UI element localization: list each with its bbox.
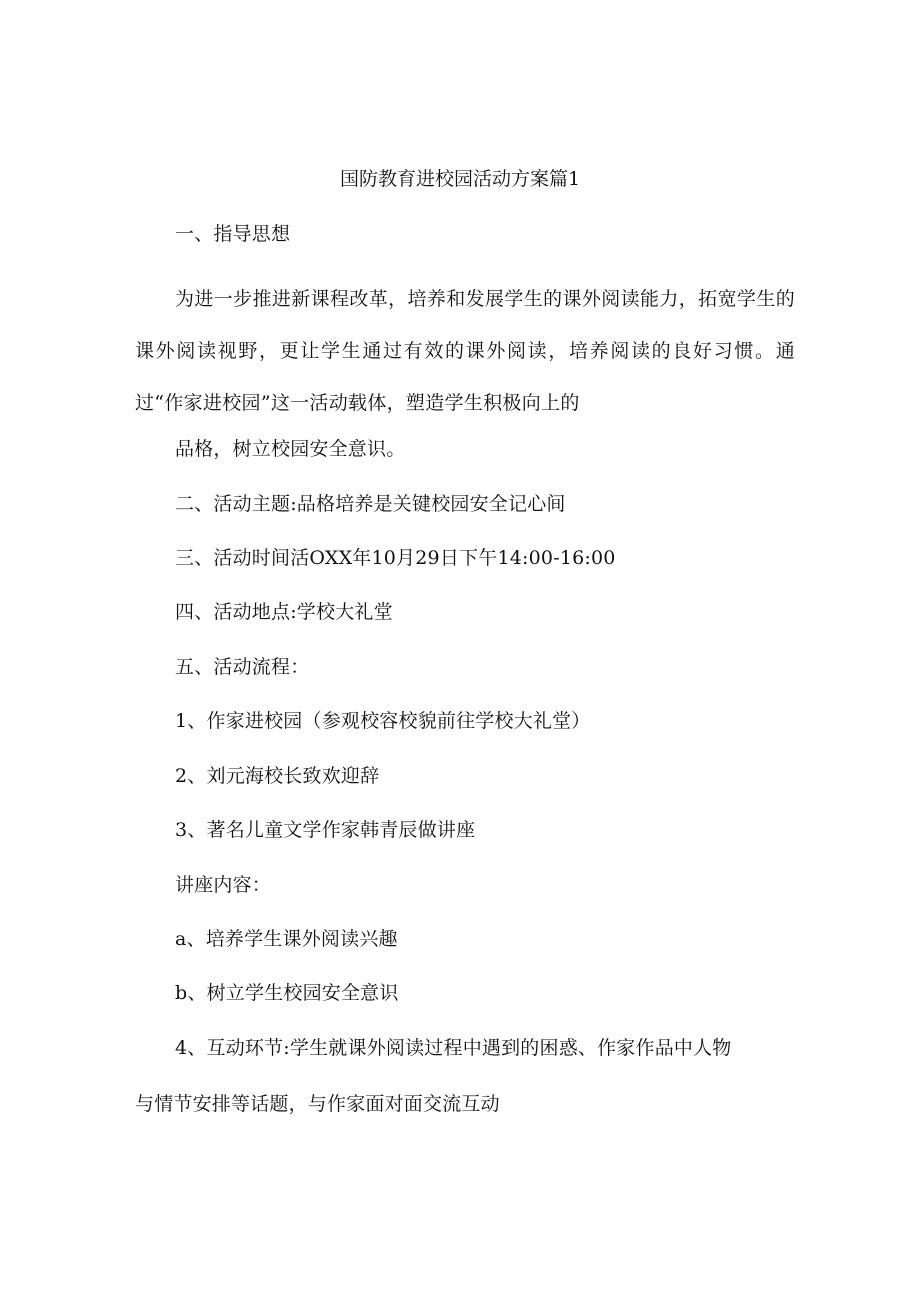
section-1-heading: 一、指导思想 — [175, 223, 291, 245]
section-5-heading: 五、活动流程： — [175, 656, 310, 678]
process-step-4-continuation: 与情节安排等话题，与作家面对面交流互动 — [135, 1093, 500, 1115]
section-4-location: 四、活动地点:学校大礼堂 — [175, 601, 393, 623]
section-2-theme: 二、活动主题:品格培养是关键校园安全记心间 — [175, 493, 566, 515]
lecture-item-b: b、树立学生校园安全意识 — [175, 982, 399, 1004]
section-1-continuation: 品格，树立校园安全意识。 — [175, 438, 406, 460]
process-step-4: 4、互动环节:学生就课外阅读过程中遇到的困惑、作家作品中人物 — [175, 1037, 732, 1059]
lecture-item-a: a、培养学生课外阅读兴趣 — [175, 928, 398, 950]
document-title: 国防教育进校园活动方案篇1 — [339, 168, 581, 190]
process-step-2: 2、刘元海校长致欢迎辞 — [175, 765, 380, 787]
process-step-3: 3、著名儿童文学作家韩青辰做讲座 — [175, 819, 476, 841]
process-step-1: 1、作家进校园（参观校容校貌前往学校大礼堂） — [175, 710, 591, 732]
section-1-paragraph: 为进一步推进新课程改革，培养和发展学生的课外阅读能力，拓宽学生的课外阅读视野，更让学生通过有效的课外阅读，培养阅读的良好习惯。通过“作家进校园”这一活动载体，塑造学生积极向上的 — [135, 288, 795, 414]
section-3-time: 三、活动时间活OXX年10月29日下午14:00-16:00 — [175, 547, 616, 569]
lecture-heading: 讲座内容： — [175, 874, 272, 896]
